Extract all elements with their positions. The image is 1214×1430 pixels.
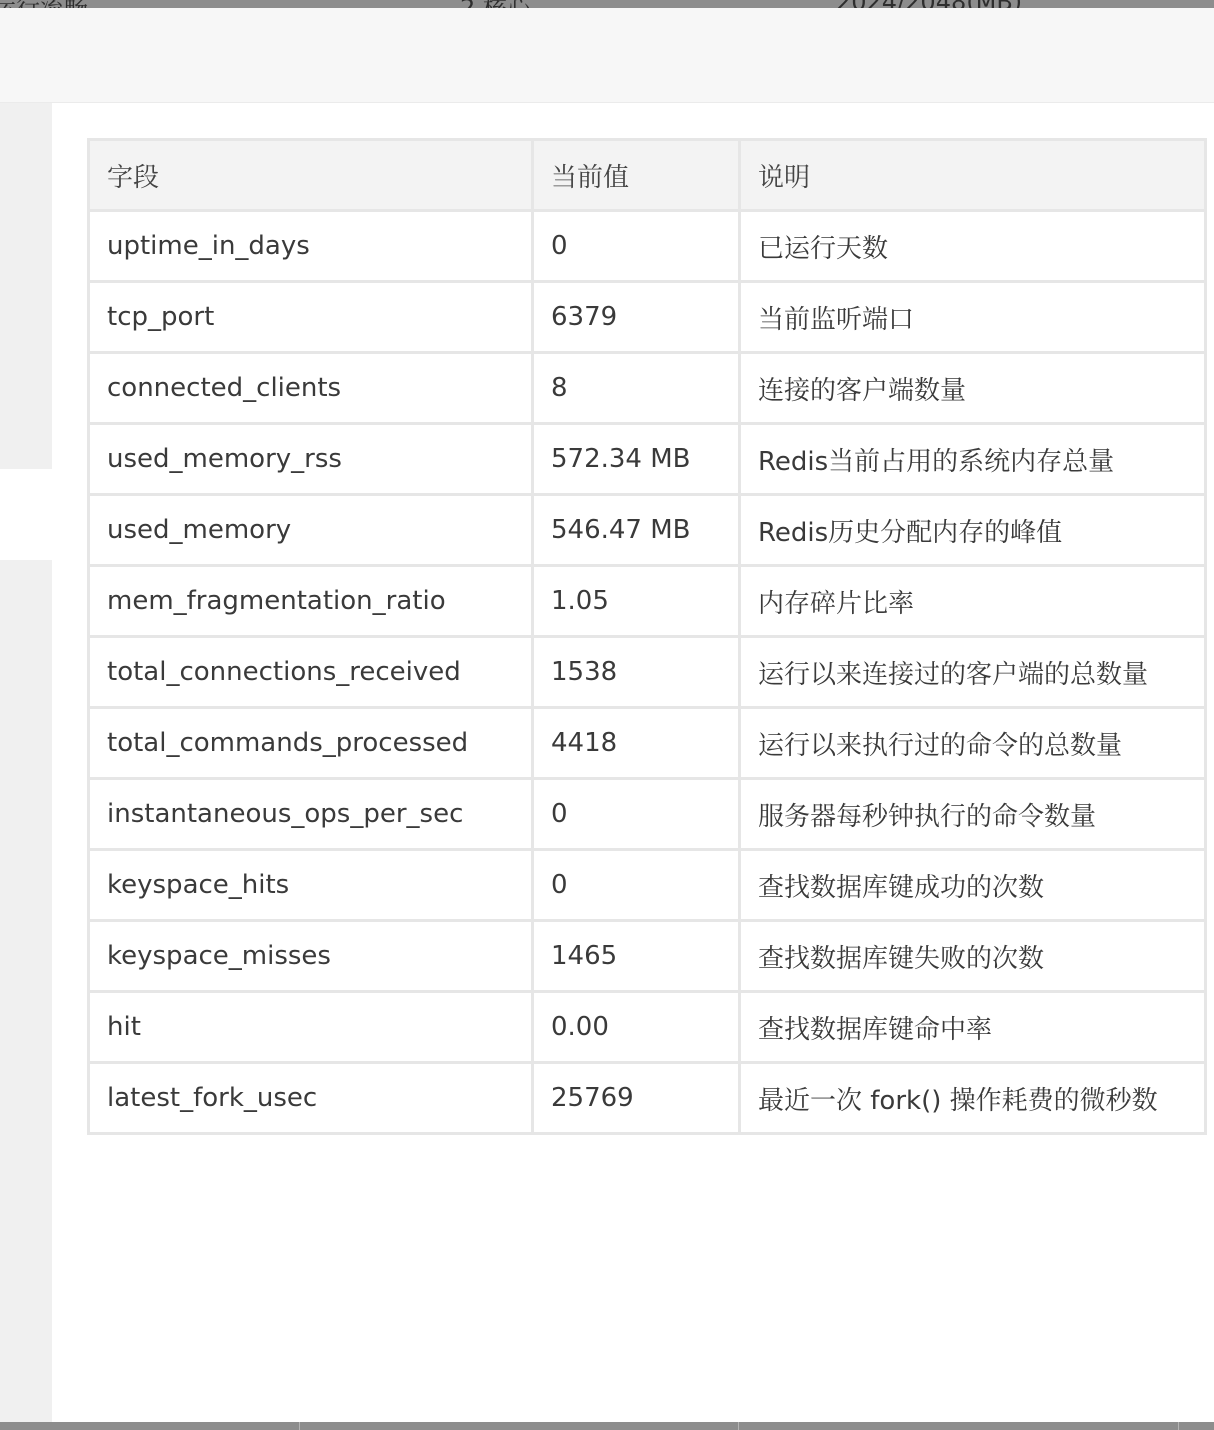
table-row [89,637,1206,708]
table-row [89,779,1206,850]
cell-current-value: 1.05 [533,566,740,637]
cell-field-name: instantaneous_ops_per_sec [89,779,533,850]
cell-description: 查找数据库键失败的次数 [740,921,1206,992]
cell-description: Redis历史分配内存的峰值 [740,495,1206,566]
background-divider [299,1422,300,1430]
dialog-header [0,8,1214,103]
cell-current-value: 572.34 MB [533,424,740,495]
cell-field-name: hit [89,992,533,1063]
table-row [89,992,1206,1063]
table-row [89,495,1206,566]
cell-field-name: total_connections_received [89,637,533,708]
cell-field-name: used_memory [89,495,533,566]
cell-current-value: 1538 [533,637,740,708]
dialog-side-nav [0,103,52,1422]
cell-description: 内存碎片比率 [740,566,1206,637]
cell-field-name: mem_fragmentation_ratio [89,566,533,637]
header-field: 字段 [89,140,533,211]
cell-description: 最近一次 fork() 操作耗费的微秒数 [740,1063,1206,1134]
cell-description: 运行以来连接过的客户端的总数量 [740,637,1206,708]
table-row [89,921,1206,992]
cell-current-value: 6379 [533,282,740,353]
table-row [89,1063,1206,1134]
header-current-value: 当前值 [533,140,740,211]
cell-current-value: 4418 [533,708,740,779]
table-row [89,424,1206,495]
table-row [89,353,1206,424]
cell-current-value: 546.47 MB [533,495,740,566]
cell-current-value: 0 [533,779,740,850]
table-body [89,211,1206,1134]
background-divider [1178,1422,1179,1430]
table-row [89,850,1206,921]
cell-description: 当前监听端口 [740,282,1206,353]
cell-field-name: latest_fork_usec [89,1063,533,1134]
cell-field-name: keyspace_hits [89,850,533,921]
cell-description: 查找数据库键命中率 [740,992,1206,1063]
table-row [89,211,1206,282]
header-description: 说明 [740,140,1206,211]
cell-current-value: 25769 [533,1063,740,1134]
cell-description: 运行以来执行过的命令的总数量 [740,708,1206,779]
cell-description: 服务器每秒钟执行的命令数量 [740,779,1206,850]
cell-description: 已运行天数 [740,211,1206,282]
cell-field-name: keyspace_misses [89,921,533,992]
cell-current-value: 8 [533,353,740,424]
cell-field-name: uptime_in_days [89,211,533,282]
cell-current-value: 0.00 [533,992,740,1063]
background-divider [738,1422,739,1430]
side-nav-active-item[interactable] [0,469,52,560]
table-row [89,708,1206,779]
background-bottom-strip [0,1422,1214,1430]
cell-current-value: 0 [533,211,740,282]
table-header-row [89,140,1206,211]
cell-description: 连接的客户端数量 [740,353,1206,424]
redis-info-dialog [0,8,1214,1422]
dialog-content [52,103,1214,1422]
background-page-strip [0,0,1214,8]
cell-field-name: total_commands_processed [89,708,533,779]
table-row [89,282,1206,353]
cell-field-name: tcp_port [89,282,533,353]
cell-current-value: 0 [533,850,740,921]
redis-info-table [87,138,1207,1135]
cell-field-name: connected_clients [89,353,533,424]
table-row [89,566,1206,637]
cell-description: 查找数据库键成功的次数 [740,850,1206,921]
cell-current-value: 1465 [533,921,740,992]
cell-description: Redis当前占用的系统内存总量 [740,424,1206,495]
cell-field-name: used_memory_rss [89,424,533,495]
